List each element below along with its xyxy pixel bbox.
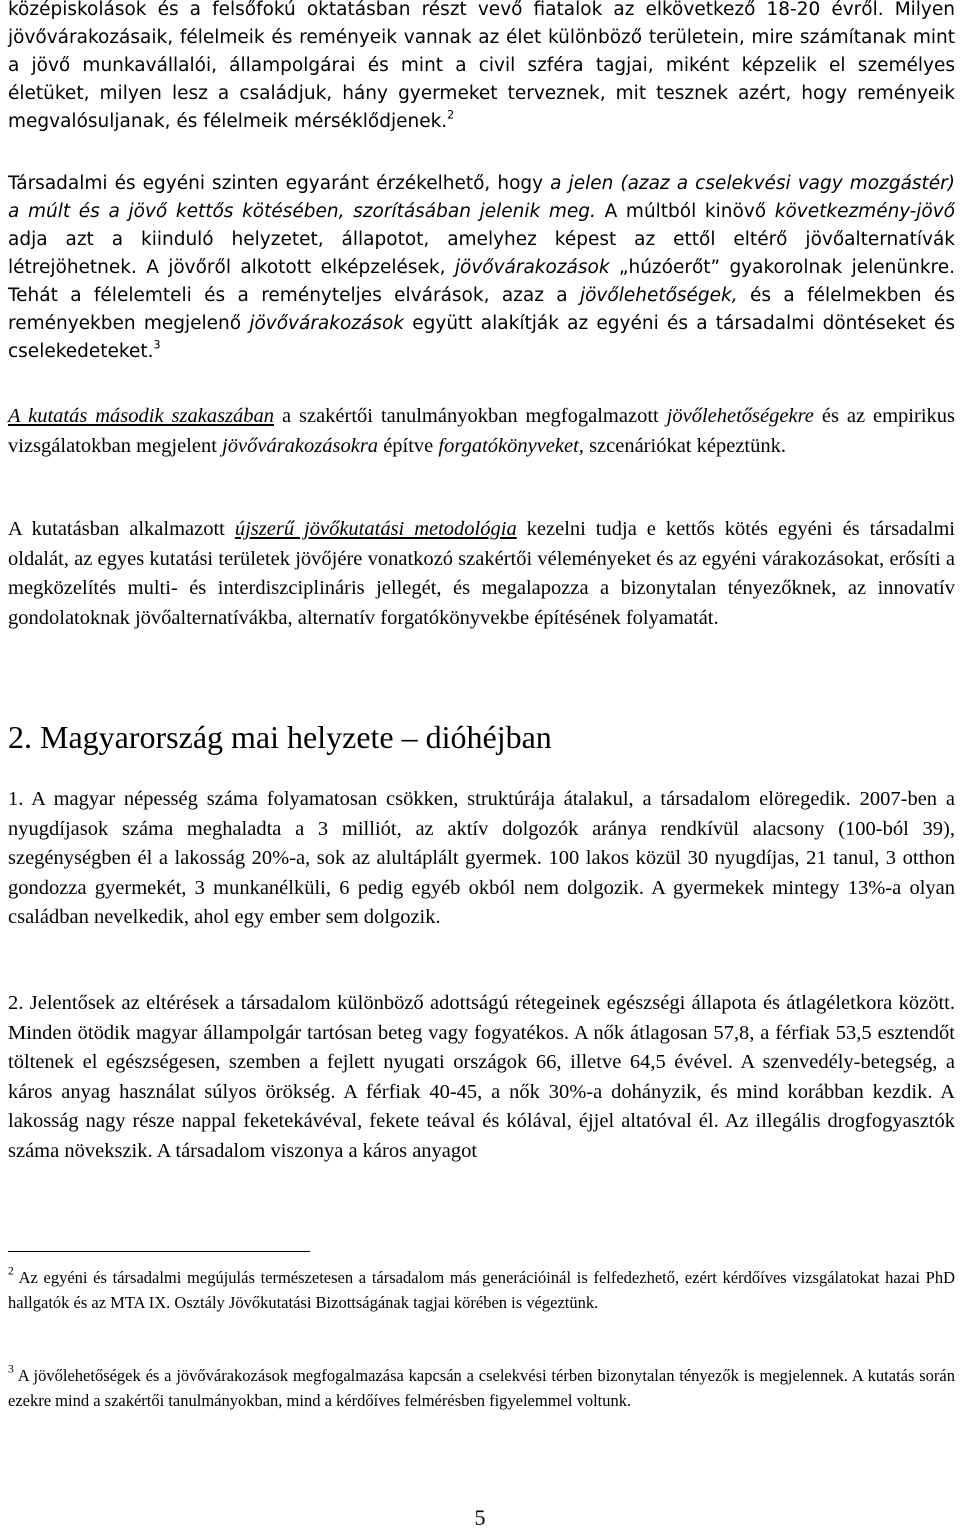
italic-run: forgatókönyveket,	[438, 434, 584, 457]
underlined-phrase: újszerű jövőkutatási metodológia	[234, 518, 517, 540]
italic-run: következmény-jövő	[774, 201, 955, 222]
footnote-separator	[8, 1251, 310, 1252]
text-run: A kutatásban alkalmazott	[8, 518, 235, 540]
italic-run: jövővárakozások	[454, 257, 610, 278]
italic-run: jövővárakozások	[249, 313, 405, 334]
list-item-1: 1. A magyar népesség száma folyamatosan csökken, struktúrája átalakul, a társadalom elöregedik. 2007-ben a nyugdíjasok száma meghaladta a 3 milliót, az aktív dolgozók aránya rendkívül alacsony (100-ból 39), szegénységben él a lakosság 20%-a, sok az alultáplált gyermek. 100 lakos közül 30 nyugdíjas, 21 tanul, 3 otthon gondozza gyermekét, 3 munkanélküli, 6 pedig egyéb okból nem dolgozik. A gyermekek mintegy 13%-a olyan családban nevelkedik, ahol egy ember sem dolgozik.	[8, 788, 955, 928]
section-heading: 2. Magyarország mai helyzete – dióhéjban	[8, 719, 552, 755]
methodology-paragraph	[8, 515, 955, 633]
intro-text: középiskolások és a felsőfokú oktatásban részt vevő fiatalok az elkövetkező 18-20 évről. Milyen jövővárakozásaik, félelmeik és reményeik vannak az élet különböző területein, mire számítanak mint a jövő munkavállalói, állampolgárai és mint a civil szféra tagjai, miként képzelik el személyes életüket, milyen lesz a családjuk, hány gyermeket terveznek, mit tesznek azért, hogy reményeik megvalósuljanak, és félelmeik mérséklődjenek.	[8, 0, 955, 132]
footnote-3	[8, 1364, 955, 1413]
text-run: „húzóerőt” gyakorolnak jelenünkre. Tehát a félelemteli és a reményteljes elvárások, azaz a	[8, 257, 955, 306]
italic-run: jövővárakozásokra	[222, 434, 379, 457]
italic-run: a jelen (azaz a cselekvési vagy mozgástér) a múlt és a jövő kettős kötésében, szorításában jelenik meg.	[8, 173, 956, 222]
text-run: kezelni tudja e kettős kötés egyéni és társadalmi oldalát, az egyes kutatási területek jövőjére vonatkozó szakértői véleményeket és az egyéni várakozásokat, erősíti a megközelítés multi- és interdiszciplináris jellegét, és megalapozza a bizonytalan tényezőknek, az innovatív gondolatoknak jövőalternatívákba, alternatív forgatókönyvekbe építésének folyamatát.	[8, 518, 955, 629]
text-run: és az empirikus vizsgálatokban megjelent	[8, 405, 955, 457]
text-run: a szakértői tanulmányokban megfogalmazott	[274, 405, 667, 427]
footnote-text: A jövőlehetőségek és a jövővárakozások megfogalmazása kapcsán a cselekvési térben bizonytalan tényezők is megjelennek. A kutatás során ezekre mind a szakértői tanulmányokban, mind a kérdőíves felmérésben figyelemmel voltunk.	[8, 1366, 955, 1410]
text-run: adja azt a kiinduló helyzetet, állapotot, amelyhez képest az ettől eltérő jövőalternatívák létrejöhetnek. A jövőről alkotott elképzelések,	[8, 229, 955, 278]
text-run: szcenáriókat képeztünk.	[583, 434, 786, 457]
research-phase-paragraph	[8, 402, 955, 461]
text-run: építve	[378, 434, 439, 457]
text-run: Társadalmi és egyéni szinten egyaránt érzékelhető, hogy	[8, 173, 551, 194]
italic-run: jövőlehetőségekre	[666, 405, 814, 427]
list-item-2: 2. Jelentősek az eltérések a társadalom különböző adottságú rétegeinek egészségi állapota és átlagéletkora között. Minden ötödik magyar állampolgár tartósan beteg vagy fogyatékos. A nők átlagosan 57,8, a férfiak 53,5 esztendőt töltenek el egészségesen, szemben a fejlett nyugati országok 66, illetve 64,5 évével. A szenvedély-betegség, a káros anyag használat súlyos örökség. A férfiak 40-45, a nők 30%-a dohányzik, és mind korábban kezdik. A lakosság nagy része nappal feketekávéval, fekete teával és kólával, éjjel altatóval él. Az illegális drogfogyasztók száma növekszik. A társadalom viszonya a káros anyagot	[8, 992, 955, 1162]
text-run: A múltból kinövő	[595, 201, 775, 222]
society-paragraph	[8, 170, 955, 366]
underlined-phrase: A kutatás második szakaszában	[8, 405, 275, 427]
italic-run: jövőlehetőségek,	[579, 285, 738, 306]
footnote-ref-2: 2	[447, 108, 455, 122]
footnote-text: Az egyéni és társadalmi megújulás természetesen a társadalom más generációinál is felfedezhető, ezért kérdőíves vizsgálatokat hazai PhD hallgatók és az MTA IX. Osztály Jövőkutatási Bizottságának tagjai körében is végeztünk.	[8, 1268, 955, 1312]
footnote-number: 2	[8, 1265, 14, 1278]
text-run: együtt alakítják az egyéni és a társadalmi döntéseket és cselekedeteket.	[8, 313, 955, 362]
text-run: és a félelmekben és reményekben megjelenő	[8, 285, 955, 334]
footnote-number: 3	[8, 1363, 14, 1376]
footnote-2	[8, 1266, 955, 1315]
intro-paragraph	[8, 0, 955, 136]
page-number: 5	[474, 1505, 486, 1530]
footnote-ref-3: 3	[153, 338, 161, 352]
